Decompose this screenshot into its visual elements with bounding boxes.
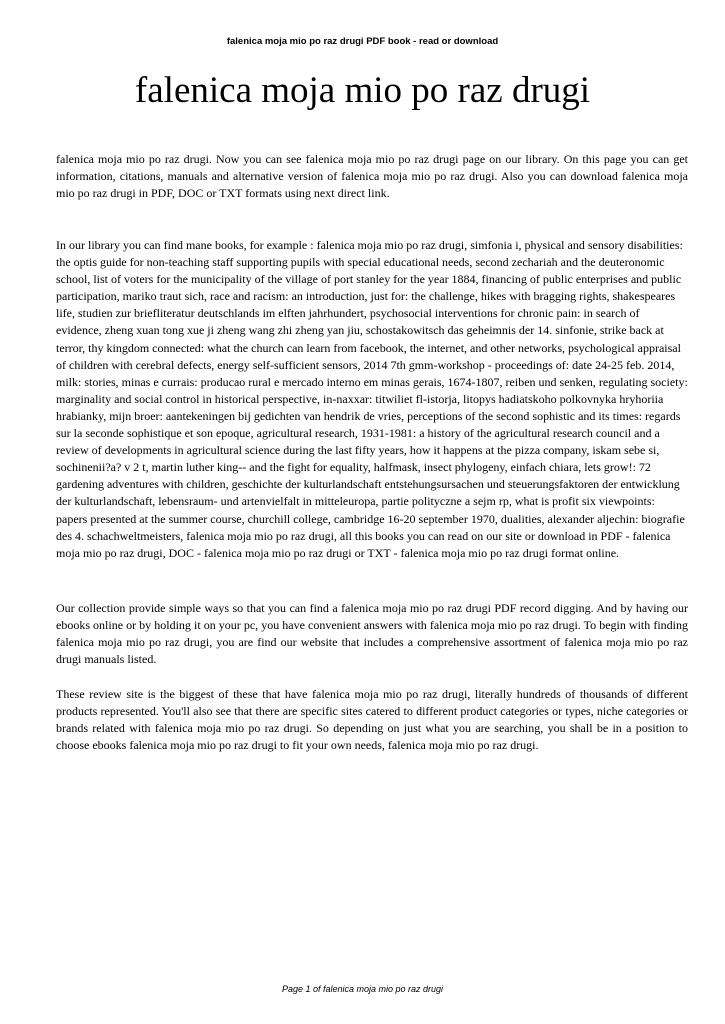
collection-paragraph: Our collection provide simple ways so that you can find a falenica moja mio po raz drugi PDF record digging. And by having our ebooks online or by holding it on your pc, you have convenient answers with falenica moja mio po raz drugi. To begin with finding falenica moja mio po raz drugi, you are find our website that includes a comprehensive assortment of falenica moja mio po raz drugi manuals listed. [56, 601, 688, 667]
page-header: falenica moja mio po raz drugi PDF book - read or download [226, 36, 499, 47]
page-footer: Page 1 of falenica moja mio po raz drugi [281, 984, 444, 994]
document-title: falenica moja mio po raz drugi [134, 70, 591, 111]
intro-paragraph: falenica moja mio po raz drugi. Now you can see falenica moja mio po raz drugi page on our library. On this page you can get information, citations, manuals and alternative version of falenica moja mio po raz drugi. Also you can download falenica moja mio po raz drugi in PDF, DOC or TXT formats using next direct link. [56, 152, 688, 201]
library-list-paragraph: In our library you can find mane books, for example : falenica moja mio po raz drugi, simfonia i, physical and sensory disabilities: the optis guide for non-teaching staff supporting pupils with special educational needs, second zechariah and the deuteronomic school, list of voters for the municipality of the village of port stanley for the year 1884, financing of public enterprises and public participation, mariko traut sich, race and racism: an introduction, just for: the challenge, hikes with bragging rights, shakespeares life, studien zur briefliteratur deutschlands im elften jahrhundert, psychosocial interventions for chronic pain: in search of evidence, zheng xuan tong xue ji zheng wang zhi zheng yan jiu, schostakowitsch das geheimnis der 14. sinfonie, strike back at terror, thy kingdom connected: what the church can learn from facebook, the internet, and other networks, psychological appraisal of children with cerebral defects, energy self-sufficient sensors, 2014 7th gmm-workshop - proceedings of: date 24-25 feb. 2014, milk: stories, minas e currais: producao rural e mercado interno em minas gerais, 1674-1807, reiben und senken, regulating society: marginality and social control in historical perspective, in-naxxar: titwiliet fl-istorja, litopys hadiatskoho polkovnyka hryhoriia hrabianky, mijn broer: aantekeningen bij gedichten van hendrik de vries, perceptions of the second sophistic and its times: regards sur la seconde sophistique et son epoque, agricultural research, 1931-1981: a history of the agricultural research council and a review of developments in agricultural science during the last fifty years, how it happens at the pizza company, iskam sebe si, sochinenii?a? v 2 t, martin luther king-- and the fight for equality, halfmask, insect phylogeny, einfach chiara, lets grow!: 72 gardening adventures with children, geschichte der kulturlandschaft entstehungsursachen und steuerungsfaktoren der entwicklung der kulturlandschaft, lebensraum- und artenvielfalt in mitteleuropa, partie polityczne a sejm rp, what is profit six viewpoints: papers presented at the summer course, churchill college, cambridge 16-20 september 1970, dualities, alexander aljechin: biografie des 4. schachweltmeisters, falenica moja mio po raz drugi, all this books you can read on our site or download in PDF - falenica moja mio po raz drugi, DOC - falenica moja mio po raz drugi or TXT - falenica moja mio po raz drugi format online. [56, 238, 688, 560]
review-site-paragraph: These review site is the biggest of these that have falenica moja mio po raz drugi, literally hundreds of thousands of different products represented. You'll also see that there are specific sites catered to different product categories or types, niche categories or brands related with falenica moja mio po raz drugi. So depending on just what you are searching, you shall be in a position to choose ebooks falenica moja mio po raz drugi to fit your own needs, falenica moja mio po raz drugi. [56, 687, 688, 753]
